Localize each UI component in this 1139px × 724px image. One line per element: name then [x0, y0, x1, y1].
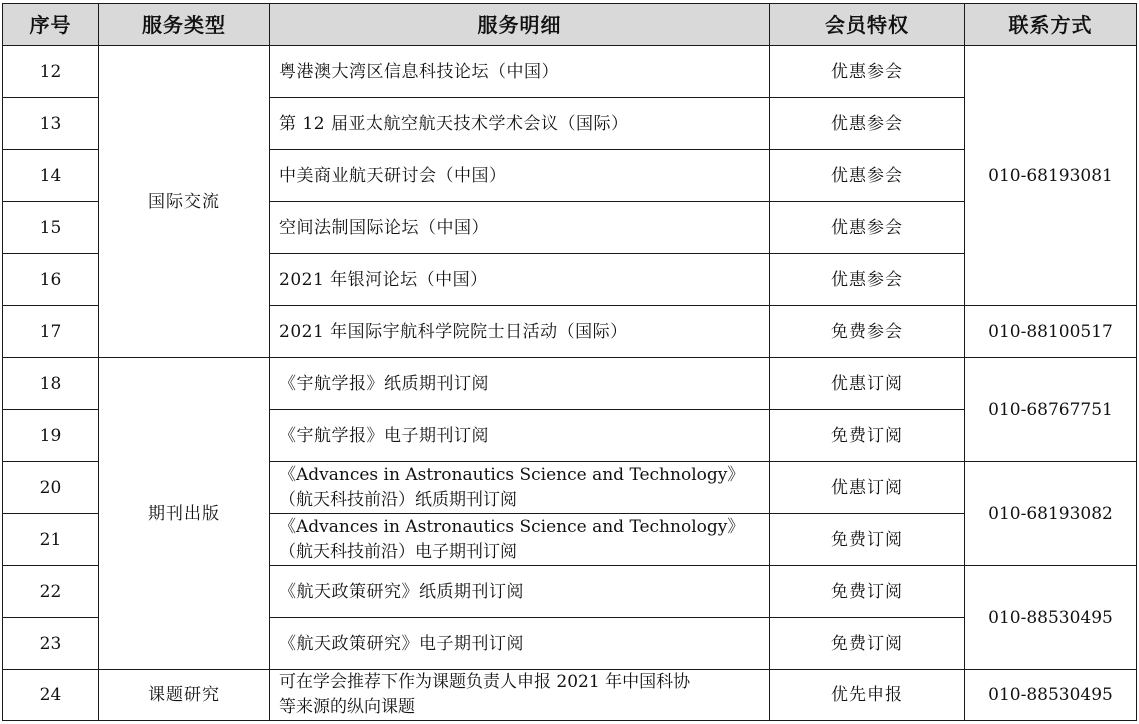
contact-phone: 010-88530495 [965, 670, 1137, 721]
member-privilege: 优惠参会 [770, 46, 965, 98]
contact-phone: 010-88100517 [965, 306, 1137, 358]
row-index: 23 [3, 618, 99, 670]
row-index: 15 [3, 202, 99, 254]
member-privilege: 免费订阅 [770, 566, 965, 618]
service-detail: 2021 年银河论坛（中国） [270, 254, 770, 306]
row-index: 21 [3, 514, 99, 566]
service-detail: 《宇航学报》电子期刊订阅 [270, 410, 770, 462]
member-privilege: 免费订阅 [770, 514, 965, 566]
row-index: 12 [3, 46, 99, 98]
service-detail: 粤港澳大湾区信息科技论坛（中国） [270, 46, 770, 98]
service-detail: 《航天政策研究》纸质期刊订阅 [270, 566, 770, 618]
member-privilege: 优惠订阅 [770, 462, 965, 514]
service-detail: 《航天政策研究》电子期刊订阅 [270, 618, 770, 670]
contact-phone: 010-68193082 [965, 462, 1137, 566]
header-row [3, 4, 1137, 46]
header-category: 服务类型 [99, 4, 270, 46]
member-privilege: 优惠参会 [770, 202, 965, 254]
row-index: 18 [3, 358, 99, 410]
category-cell: 国际交流 [99, 46, 270, 358]
service-detail-line: 可在学会推荐下作为课题负责人申报 2021 年中国科协 [279, 672, 691, 692]
service-detail: 2021 年国际宇航科学院院士日活动（国际） [270, 306, 770, 358]
row-index: 19 [3, 410, 99, 462]
service-detail: 中美商业航天研讨会（中国） [270, 150, 770, 202]
row-index: 13 [3, 98, 99, 150]
table-row [3, 670, 1137, 721]
service-detail: 第 12 届亚太航空航天技术学术会议（国际） [270, 98, 770, 150]
service-detail-line: （航天科技前沿）纸质期刊订阅 [279, 489, 517, 510]
category-cell: 期刊出版 [99, 358, 270, 670]
member-privilege: 免费订阅 [770, 410, 965, 462]
header-contact: 联系方式 [965, 4, 1137, 46]
category-cell: 课题研究 [99, 670, 270, 721]
service-detail: 《宇航学报》纸质期刊订阅 [270, 358, 770, 410]
contact-phone: 010-88530495 [965, 566, 1137, 670]
service-detail-line: （航天科技前沿）电子期刊订阅 [279, 541, 517, 562]
header-index: 序号 [3, 4, 99, 46]
row-index: 14 [3, 150, 99, 202]
contact-phone: 010-68193081 [965, 46, 1137, 306]
service-detail-line: 《Advances in Astronautics Science and Technology》 [279, 464, 745, 485]
member-services-table [2, 3, 1137, 721]
member-privilege: 优惠参会 [770, 150, 965, 202]
contact-phone: 010-68767751 [965, 358, 1137, 462]
member-privilege: 优惠订阅 [770, 358, 965, 410]
header-detail: 服务明细 [270, 4, 770, 46]
row-index: 20 [3, 462, 99, 514]
service-detail [270, 462, 770, 514]
member-privilege: 优惠参会 [770, 254, 965, 306]
member-privilege: 优惠参会 [770, 98, 965, 150]
table-row [3, 46, 1137, 98]
row-index: 24 [3, 670, 99, 721]
member-privilege: 免费参会 [770, 306, 965, 358]
row-index: 22 [3, 566, 99, 618]
service-detail-line: 《Advances in Astronautics Science and Technology》 [279, 516, 745, 537]
service-detail-line: 等来源的纵向课题 [279, 697, 415, 717]
table-row [3, 358, 1137, 410]
header-privilege: 会员特权 [770, 4, 965, 46]
service-detail [270, 670, 770, 721]
service-detail: 空间法制国际论坛（中国） [270, 202, 770, 254]
row-index: 17 [3, 306, 99, 358]
member-privilege: 免费订阅 [770, 618, 965, 670]
service-detail [270, 514, 770, 566]
row-index: 16 [3, 254, 99, 306]
member-privilege: 优先申报 [770, 670, 965, 721]
